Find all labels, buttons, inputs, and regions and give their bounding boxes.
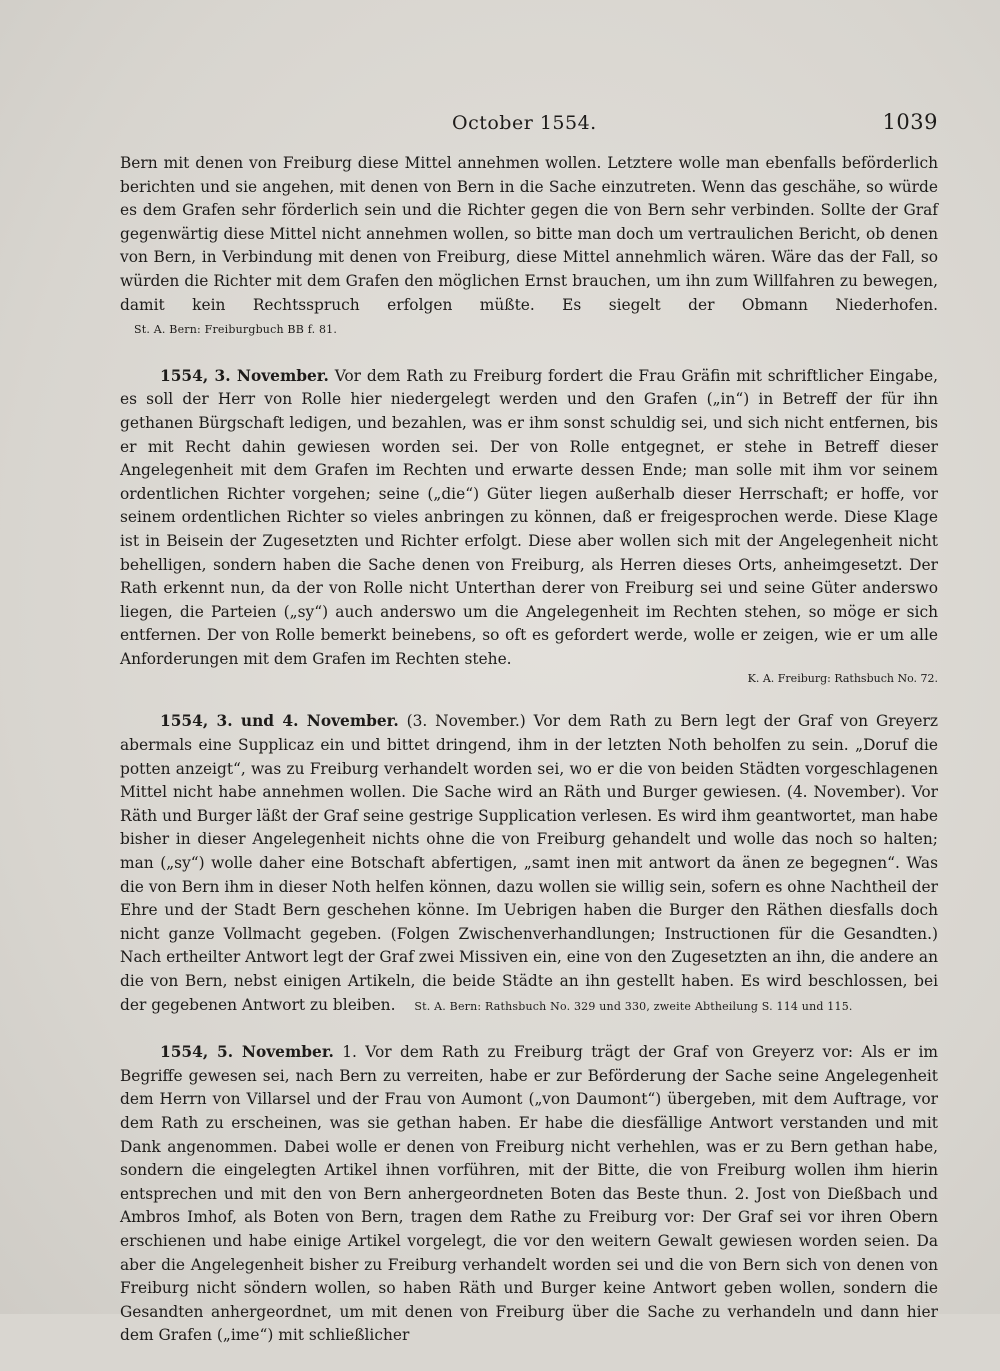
entry xyxy=(120,1041,938,1348)
page-header xyxy=(120,112,938,142)
entry-paragraph xyxy=(120,152,938,342)
page-number: 1039 xyxy=(882,110,938,134)
entry-paragraph xyxy=(120,710,938,1018)
entry-text: 1. Vor dem Rath zu Freiburg trägt der Graf von Greyerz vor: Als er im Begriffe gewesen sei, nach Bern zu verreiten, habe er zur Beförderung der Sache seine Angelegenheit dem Herrn von Villarsel und der Frau von Aumont („von Daumont“) übergeben, mit dem Auftrage, vor dem Rath zu erscheinen, was sie gethan haben. Er habe die diesfällige Antwort verstanden und mit Dank angenommen. Dabei wolle er denen von Freiburg nicht verhehlen, was er zu Bern gethan habe, sondern die eingelegten Artikel ihnen vorführen, mit der Bitte, die von Freiburg wollen ihm hierin entsprechen und mit den von Bern anhergeordneten Boten das Beste thun. 2. Jost von Dießbach und Ambros Imhof, als Boten von Bern, tragen dem Rathe zu Freiburg vor: Der Graf sei vor ihren Obern erschienen und habe einige Artikel vorgelegt, die vor den weitern Gewalt gewiesen worden seien. Da aber die Angelegenheit bisher zu Freiburg verhandelt worden sei und die von Bern sich von denen von Freiburg nicht söndern wollen, so haben Räth und Burger keine Antwort geben wollen, sondern die Gesandten anhergeordnet, um mit denen von Freiburg über die Sache zu verhandeln und dann hier dem Grafen („ime“) mit schließlicher xyxy=(120,1043,938,1345)
document-body xyxy=(120,152,938,1371)
source-citation-line xyxy=(120,671,938,687)
entry-date: 1554, 3. und 4. November. xyxy=(160,712,399,731)
entry-text: (3. November.) Vor dem Rath zu Bern legt der Graf von Greyerz abermals eine Supplicaz ein und bittet dringend, ihm in der letzten Noth beholfen zu sein. „Doruf die potten anzeigt“, was zu Freiburg verhandelt worden sei, wo er die von beiden Städten vorgeschlagenen Mittel nicht habe annehmen wollen. Die Sache wird an Räth und Burger gewiesen. (4. November). Vor Räth und Burger läßt der Graf seine gestrige Supplication verlesen. Es wird ihm geantwortet, man habe bisher in dieser Angelegenheit nichts ohne die von Freiburg gehandelt und wolle das noch so halten; man („sy“) wolle daher eine Botschaft abfertigen, „samt inen mit antwort da änen ze begegnen“. Was die von Bern ihm in dieser Noth helfen können, dazu wollen sie willig sein, sofern es ohne Nachtheil der Ehre und der Stadt Bern geschehen könne. Im Uebrigen haben die Burger den Räthen diesfalls doch nicht ganze Vollmacht gegeben. (Folgen Zwischenverhandlungen; Instructionen für die Gesandten.) Nach ertheilter Antwort legt der Graf zwei Missiven ein, eine von den Zugesetzten an ihn, die andere an die von Bern, nebst einigen Artikeln, die beide Städte an ihn gestellt haben. Es wird beschlossen, bei der gegebenen Antwort zu bleiben. xyxy=(120,712,938,1014)
entry-continuation xyxy=(120,152,938,342)
entry-text: Bern mit denen von Freiburg diese Mittel annehmen wollen. Letztere wolle man ebenfalls beförderlich berichten und sie angehen, mit denen von Bern in die Sache einzutreten. Wenn das geschähe, so würde es dem Grafen sehr förderlich sein und die Richter gegen die von Bern sehr verbinden. Sollte der Graf gegenwärtig diese Mittel nicht annehmen wollen, so bitte man doch um vertraulichen Bericht, ob denen von Bern, in Verbindung mit denen von Freiburg, diese Mittel annehmlich wären. Wäre das der Fall, so würden die Richter mit dem Grafen den möglichen Ernst brauchen, um ihn zum Willfahren zu bewegen, damit kein Rechtsspruch erfolgen müßte. Es siegelt der Obmann Niederhofen. xyxy=(120,154,938,314)
source-citation: St. A. Bern: Rathsbuch No. 329 und 330, zweite Abtheilung S. 114 und 115. xyxy=(414,999,853,1013)
entry-date: 1554, 5. November. xyxy=(160,1043,334,1062)
entry xyxy=(120,710,938,1018)
entry-paragraph xyxy=(120,1041,938,1348)
entry-paragraph xyxy=(120,365,938,672)
entry-text: Vor dem Rath zu Freiburg fordert die Frau Gräfin mit schriftlicher Eingabe, es soll der Herr von Rolle hier niedergelegt werden und den Grafen („in“) in Betreff der für ihn gethanen Bürgschaft ledigen, und bezahlen, was er ihm sonst schuldig sei, und sich nicht entfernen, bis er mit Recht dahin gewiesen worden sei. Der von Rolle entgegnet, er stehe in Betreff dieser Angelegenheit mit dem Grafen im Rechten und erwarte dessen Ende; man solle mit ihm vor seinem ordentlichen Richter vorgehen; seine („die“) Güter liegen außerhalb dieser Herrschaft; er hoffe, vor seinem ordentlichen Richter so vieles anbringen zu können, daß er freigesprochen werde. Diese Klage ist in Beisein der Zugesetzten und Richter erfolgt. Diese aber wollen sich mit der Angelegenheit nicht behelligen, sondern haben die Sache denen von Freiburg, als Herren dieses Orts, anheimgesetzt. Der Rath erkennt nun, da der von Rolle nicht Unterthan derer von Freiburg sei und seine Güter anderswo liegen, die Parteien („sy“) auch anderswo um die Angelegenheit im Rechten stehen, so möge er sich entfernen. Der von Rolle bemerkt beinebens, so oft es gefordert werde, wolle er zeigen, wie er um alle Anforderungen mit dem Grafen im Rechten stehe. xyxy=(120,366,938,668)
source-citation: St. A. Bern: Freiburgbuch BB f. 81. xyxy=(134,323,338,337)
running-head-date: October 1554. xyxy=(452,112,597,134)
entry-date: 1554, 3. November. xyxy=(160,366,329,385)
entry xyxy=(120,365,938,688)
source-citation: K. A. Freiburg: Rathsbuch No. 72. xyxy=(747,672,938,686)
